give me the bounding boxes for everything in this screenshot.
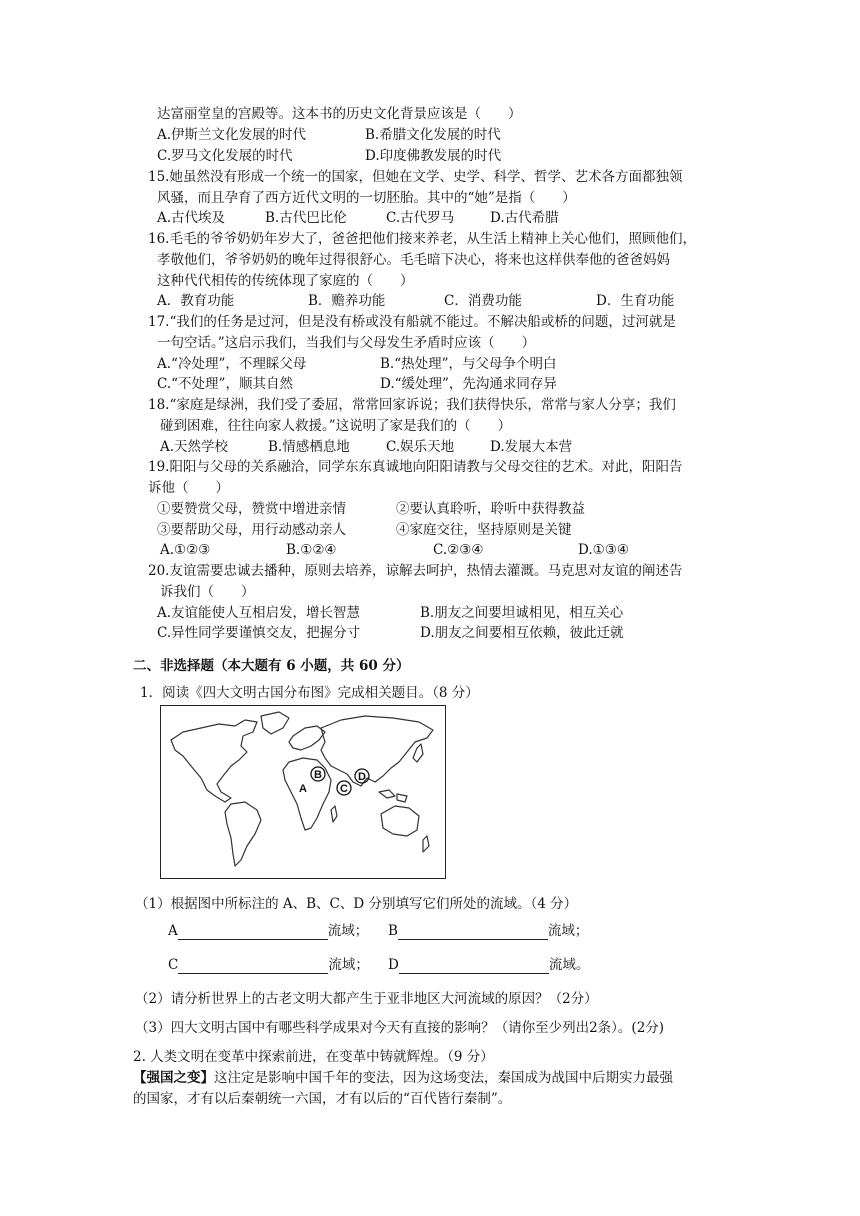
p1-sub1: （1）根据图中所标注的 A、B、C、D 分别填写它们所处的流域。（4 分） bbox=[135, 896, 578, 912]
p2-stem: 2. 人类文明在变革中探索前进，在变革中铸就辉煌。（9 分） bbox=[133, 1049, 494, 1065]
p1-fill-row-1b bbox=[388, 922, 588, 940]
q18-line-2: 碰到困难，往往向家人救援。”这说明了家是我们的（ ） bbox=[160, 418, 512, 434]
p1-fill-row-1 bbox=[168, 922, 368, 940]
q18-option-a: A.天然学校 bbox=[160, 439, 229, 455]
p1-stem: 1．阅读《四大文明古国分布图》完成相关题目。（8 分） bbox=[140, 685, 479, 701]
q15-option-d: D.古代希腊 bbox=[490, 210, 559, 226]
q17-option-b: B.“热处理”，与父母争个明白 bbox=[380, 356, 557, 372]
q16-line-3: 这种代代相传的传统体现了家庭的（ ） bbox=[157, 273, 414, 289]
q16-line-1: 16.毛毛的爷爷奶奶年岁大了，爸爸把他们接来养老，从生活上精神上关心他们，照顾他们， bbox=[148, 231, 696, 247]
p2-line-1 bbox=[133, 1069, 673, 1087]
answer-blank-b[interactable] bbox=[398, 925, 548, 940]
answer-blank-a[interactable] bbox=[178, 925, 328, 940]
p1-sub2: （2）请分析世界上的古老文明大都产生于亚非地区大河流域的原因？（2分） bbox=[135, 991, 598, 1007]
q14-option-a: A.伊斯兰文化发展的时代 bbox=[157, 127, 307, 143]
p1-sub3: （3）四大文明古国中有哪些科学成果对今天有直接的影响？（请你至少列出2条）。(2分) bbox=[135, 1020, 665, 1036]
q19-option-c: C.②③④ bbox=[433, 542, 484, 558]
p2-text-1: 这注定是影响中国千年的变法，因为这场变法，秦国成为战国中后期实力最强 bbox=[214, 1070, 673, 1086]
p2-line-2: 的国家，才有以后秦朝统一六国，才有以后的“百代皆行秦制”。 bbox=[133, 1091, 512, 1107]
q17-option-c: C.“不处理”，顺其自然 bbox=[157, 376, 293, 392]
map-label-c: C bbox=[340, 783, 348, 795]
q20-option-b: B.朋友之间要坦诚相见，相互关心 bbox=[420, 605, 624, 621]
q17-option-a: A.“冷处理”，不理睬父母 bbox=[157, 356, 307, 372]
section-heading: 二、非选择题（本大题有 6 小题，共 60 分） bbox=[133, 658, 410, 674]
q16-option-d: D．生育功能 bbox=[596, 293, 675, 309]
q19-statement-1: ①要赞赏父母，赞赏中增进亲情 bbox=[157, 501, 346, 517]
map-label-d: D bbox=[358, 771, 366, 783]
world-map-outline bbox=[161, 706, 445, 878]
q15-option-b: B.古代巴比伦 bbox=[265, 210, 347, 226]
q16-option-a: A．教育功能 bbox=[157, 293, 235, 309]
q15-option-a: A.古代埃及 bbox=[157, 210, 226, 226]
q15-option-c: C.古代罗马 bbox=[386, 210, 455, 226]
q18-option-b: B.情感栖息地 bbox=[268, 439, 350, 455]
q18-option-c: C.娱乐天地 bbox=[386, 439, 455, 455]
fill-label-a: A bbox=[168, 923, 178, 939]
q16-line-2: 孝敬他们，爷爷奶奶的晚年过得很舒心。毛毛暗下决心，将来也这样供奉他的爸爸妈妈 bbox=[157, 252, 670, 268]
q19-statement-2: ②要认真聆听，聆听中获得教益 bbox=[396, 501, 585, 517]
world-map-figure bbox=[160, 705, 446, 879]
map-label-a: A bbox=[299, 783, 307, 795]
q18-option-d: D.发展大本营 bbox=[490, 439, 573, 455]
q18-line-1: 18.“家庭是绿洲，我们受了委屈，常常回家诉说；我们获得快乐，常常与家人分享；我们 bbox=[148, 397, 676, 413]
q20-option-c: C.异性同学要谨慎交友，把握分寸 bbox=[157, 625, 361, 641]
p1-fill-row-2b bbox=[388, 956, 589, 974]
q15-line-2: 风骚，而且孕育了西方近代文明的一切胚胎。其中的“她”是指（ ） bbox=[157, 190, 576, 206]
fill-suffix-c: 流域； bbox=[328, 957, 369, 973]
p2-tag: 【强国之变】 bbox=[133, 1070, 214, 1086]
q20-option-a: A.友谊能使人互相启发，增长智慧 bbox=[157, 605, 361, 621]
fill-suffix-b: 流域； bbox=[547, 923, 589, 939]
q19-option-a: A.①②③ bbox=[160, 542, 211, 558]
fill-label-c: C bbox=[168, 957, 179, 973]
q20-line-2: 诉我们（ ） bbox=[160, 584, 255, 600]
q20-line-1: 20.友谊需要忠诚去播种，原则去培养，谅解去呵护，热情去灌溉。马克思对友谊的阐述告 bbox=[148, 563, 683, 579]
map-label-b: B bbox=[314, 769, 322, 781]
answer-blank-d[interactable] bbox=[399, 959, 549, 974]
q17-option-d: D.“缓处理”，先沟通求同存异 bbox=[380, 376, 557, 392]
q19-line-2: 诉他（ ） bbox=[148, 480, 229, 496]
q15-line-1: 15.她虽然没有形成一个统一的国家，但她在文学、史学、科学、哲学、艺术各方面都独领 bbox=[148, 169, 683, 185]
q19-option-d: D.①③④ bbox=[578, 542, 629, 558]
fill-label-b: B bbox=[388, 923, 398, 939]
fill-label-d: D bbox=[388, 957, 399, 973]
fill-suffix-d: 流域。 bbox=[548, 957, 590, 973]
q14-option-b: B.希腊文化发展的时代 bbox=[365, 127, 501, 143]
q17-line-1: 17.“我们的任务是过河，但是没有桥或没有船就不能过。不解决船或桥的问题，过河就是 bbox=[148, 314, 676, 330]
q14-option-c: C.罗马文化发展的时代 bbox=[157, 148, 293, 164]
q20-option-d: D.朋友之间要相互依赖，彼此迁就 bbox=[420, 625, 624, 641]
q19-statement-3: ③要帮助父母，用行动感动亲人 bbox=[157, 522, 346, 538]
q14-option-d: D.印度佛教发展的时代 bbox=[365, 148, 502, 164]
q14-continuation: 达富丽堂皇的宫殿等。这本书的历史文化背景应该是（ ） bbox=[157, 106, 522, 122]
q16-option-c: C．消费功能 bbox=[444, 293, 522, 309]
q16-option-b: B．赡养功能 bbox=[308, 293, 386, 309]
q19-line-1: 19.阳阳与父母的关系融洽，同学东东真诚地向阳阳请教与父母交往的艺术。对此，阳阳告 bbox=[148, 459, 683, 475]
p1-fill-row-2 bbox=[168, 956, 369, 974]
fill-suffix-a: 流域； bbox=[327, 923, 369, 939]
q17-line-2: 一句空话。”这启示我们，当我们与父母发生矛盾时应该（ ） bbox=[157, 335, 536, 351]
answer-blank-c[interactable] bbox=[178, 959, 328, 974]
q19-option-b: B.①②④ bbox=[286, 542, 337, 558]
q19-statement-4: ④家庭交往，坚持原则是关键 bbox=[396, 522, 572, 538]
